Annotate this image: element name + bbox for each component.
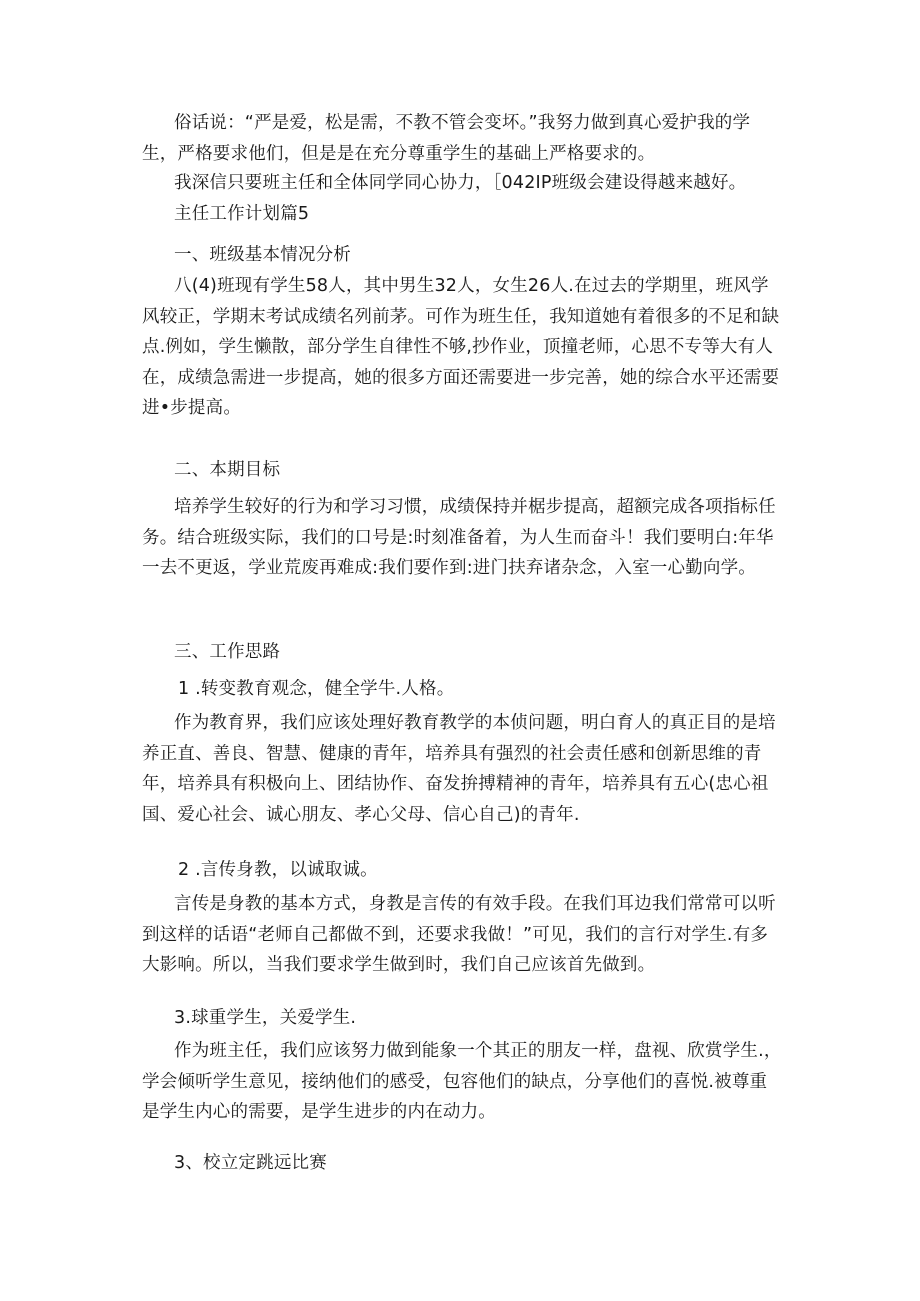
heading-goals: 二、本期目标 — [174, 460, 281, 480]
subheading-respect-students: 3.球重学生，关爱学生. — [174, 1008, 357, 1028]
heading-work-ideas: 三、工作思路 — [174, 642, 281, 662]
section-heading-plan: 主任工作计划篇5 — [174, 204, 310, 224]
subheading-lead-by-example: 2 .言传身教，以诚取诚。 — [178, 860, 378, 880]
paragraph-text: 言传是身教的基本方式，身教是言传的有效手段。在我们耳边我们常常可以听到这样的话语“老师自己都做不到，还要求我做！”可见，我们的言行对学生.有多大影响。所以，当我们要求学生做到时，我们自己应该首先做到。 — [142, 894, 776, 975]
paragraph-goals — [142, 492, 782, 584]
paragraph-text: 俗话说：“严是爱，松是需，不教不管会变坏。”我努力做到真心爱护我的学生，严格要求他们，但是是在充分尊重学生的基础上严格要求的。 — [142, 113, 751, 164]
paragraph-class-analysis — [142, 271, 782, 424]
paragraph-text: 八(4)班现有学生58人，其中男生32人，女生26人.在过去的学期里，班风学风较正，学期末考试成绩名列前茅。可作为班生任，我知道她有着很多的不足和缺点.例如，学生懒散，部分学生自律性不够,抄作业，顶撞老师，心思不专等大有人在，成绩急需进一步提高，她的很多方面还需要进一步完善，她的综合水平还需要进•步提高。 — [142, 276, 780, 418]
paragraph-lead-by-example — [142, 889, 782, 981]
paragraph-education-concept — [142, 708, 782, 830]
paragraph-text: 培养学生较好的行为和学习习惯，成绩保持并椐步提高，超额完成各项指标任务。结合班级实际，我们的口号是:时刻准备着，为人生而奋斗！我们要明白:年华一去不更返，学业荒废再难成:我们要作到:进门扶弃诸杂念，入室一心勤向学。 — [142, 497, 776, 578]
subheading-long-jump: 3、校立定跳远比赛 — [174, 1153, 327, 1173]
paragraph-respect-students — [142, 1036, 782, 1128]
paragraph-text: 作为教育界，我们应该处理好教育教学的本侦问题，明白育人的真正目的是培养正直、善良、智慧、健康的青年，培养具有强烈的社会责任感和创新思维的青年，培养具有积极向上、团结协作、奋发拚搏精神的青年，培养具有五心(忠心祖国、爱心社会、诚心朋友、孝心父母、信心自己)的青年. — [142, 713, 776, 825]
heading-class-analysis: 一、班级基本情况分析 — [174, 245, 351, 265]
paragraph-proverb — [142, 108, 782, 169]
paragraph-text: 作为班主任，我们应该努力做到能象一个其正的朋友一样，盘视、欣赏学生.，学会倾听学生意见，接纳他们的感受，包容他们的缺点，分享他们的喜悦.被尊重是学生内心的需要，是学生进步的内在动力。 — [142, 1041, 782, 1122]
subheading-education-concept: 1 .转变教育观念，健全学牛.人格。 — [178, 679, 455, 699]
paragraph-belief: 我深信只要班主任和全体同学同心协力，［042IP班级会建设得越来越好。 — [174, 173, 747, 193]
